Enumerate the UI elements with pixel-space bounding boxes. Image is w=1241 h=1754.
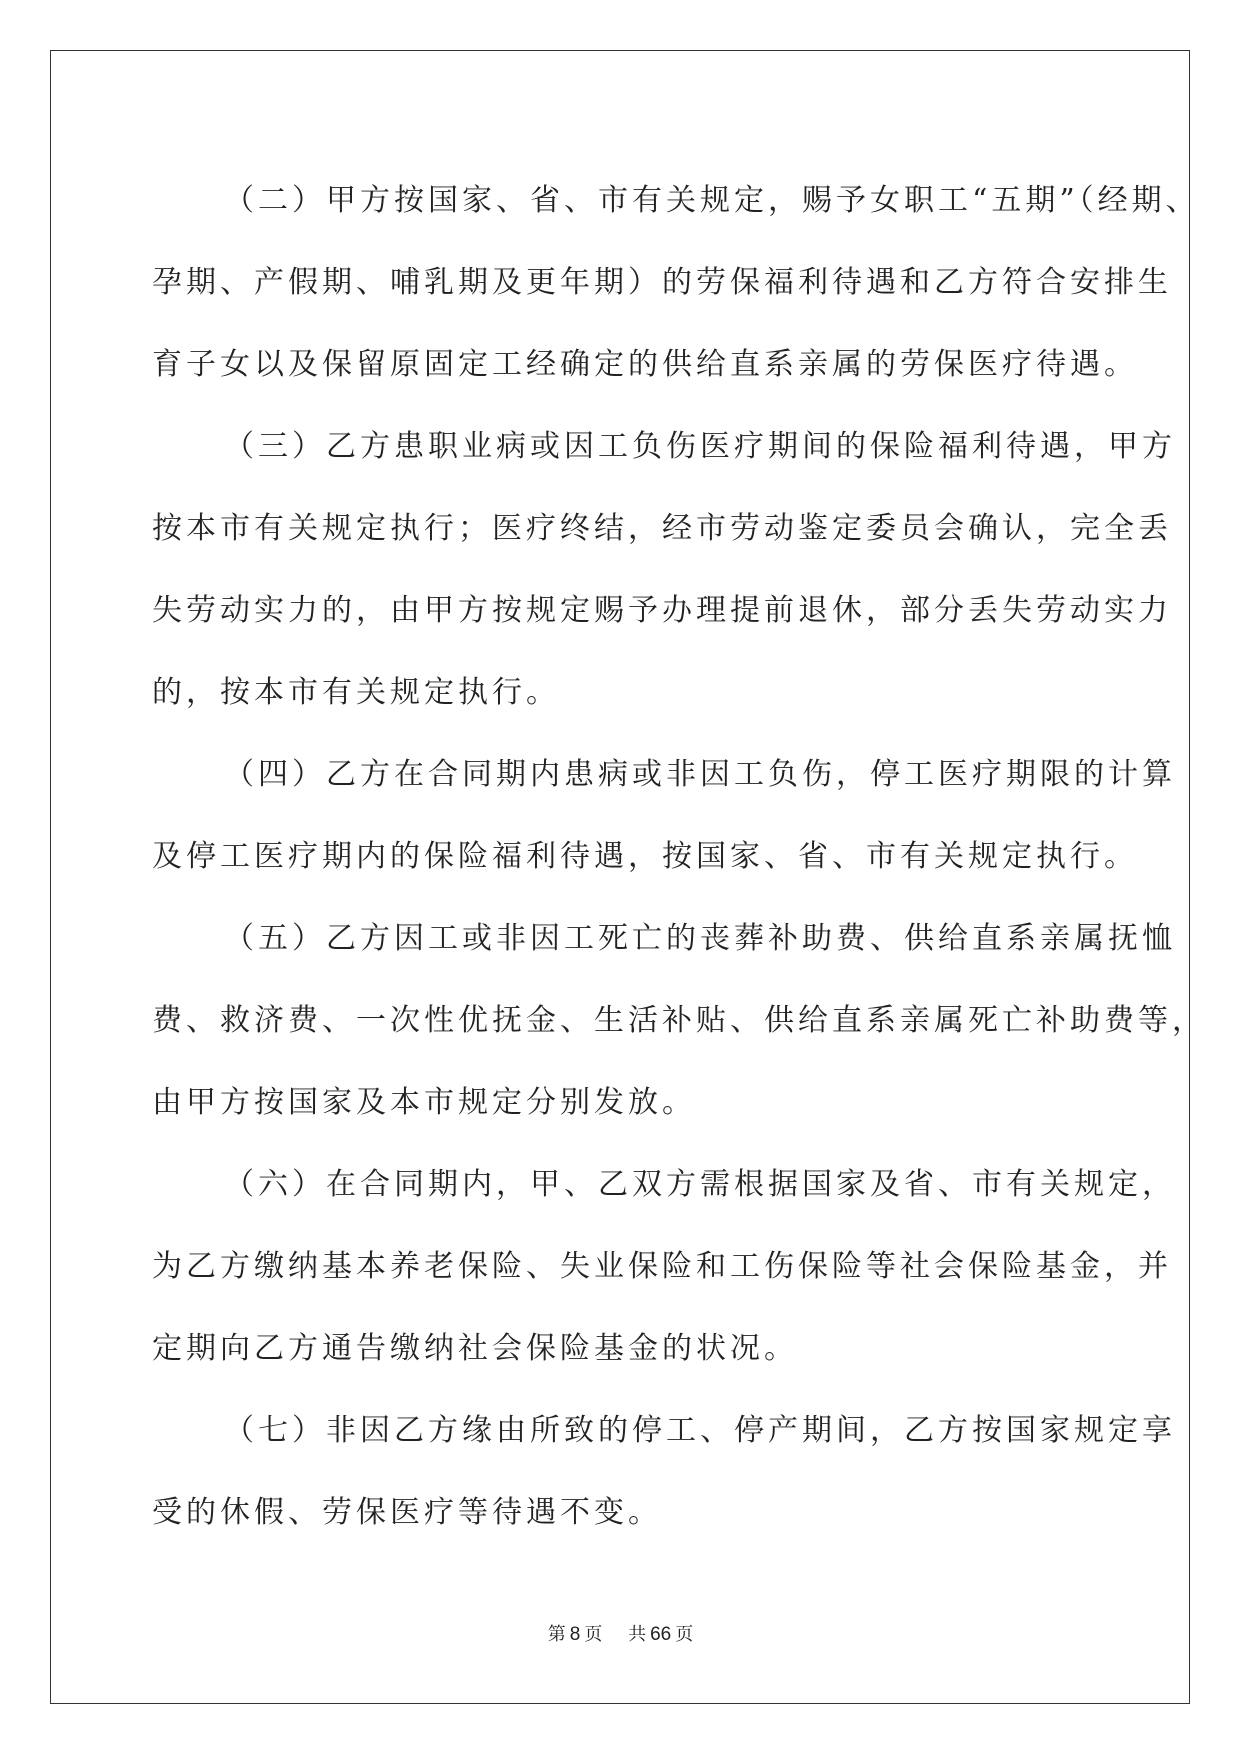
page-number: 8 xyxy=(569,1624,581,1645)
paragraph-4-line-2: 及停工医疗期内的保险福利待遇，按国家、省、市有关规定执行。 xyxy=(152,839,1138,874)
total-pages: 66 xyxy=(650,1624,672,1645)
paragraph-4-line-1: （四）乙方在合同期内患病或非因工负伤，停工医疗期限的计算 xyxy=(224,757,1176,792)
paragraph-2-line-3: 育子女以及保留原固定工经确定的供给直系亲属的劳保医疗待遇。 xyxy=(152,347,1138,382)
paragraph-7-line-2: 受的休假、劳保医疗等待遇不变。 xyxy=(152,1495,662,1530)
document-body xyxy=(152,160,1206,1554)
paragraph-6-line-3: 定期向乙方通告缴纳社会保险基金的状况。 xyxy=(152,1331,798,1366)
paragraph-2-line-1: （二）甲方按国家、省、市有关规定，赐予女职工“五期”（经期、 xyxy=(224,183,1200,218)
paragraph-6-line-2: 为乙方缴纳基本养老保险、失业保险和工伤保险等社会保险基金，并 xyxy=(152,1249,1172,1284)
paragraph-3-line-2: 按本市有关规定执行；医疗终结，经市劳动鉴定委员会确认，完全丢 xyxy=(152,511,1172,546)
paragraph-6-line-1: （六）在合同期内，甲、乙双方需根据国家及省、市有关规定， xyxy=(224,1167,1176,1202)
paragraph-2-line-2: 孕期、产假期、哺乳期及更年期）的劳保福利待遇和乙方符合安排生 xyxy=(152,265,1172,300)
paragraph-5-line-3: 由甲方按国家及本市规定分别发放。 xyxy=(152,1085,696,1120)
page-suffix: 页 xyxy=(584,1624,603,1645)
paragraph-3-line-3: 失劳动实力的，由甲方按规定赐予办理提前退休，部分丢失劳动实力 xyxy=(152,593,1172,628)
total-suffix: 页 xyxy=(675,1624,694,1645)
paragraph-5-line-2: 费、救济费、一次性优抚金、生活补贴、供给直系亲属死亡补助费等， xyxy=(152,1003,1206,1038)
paragraph-7-line-1: （七）非因乙方缘由所致的停工、停产期间，乙方按国家规定享 xyxy=(224,1413,1176,1448)
total-prefix: 共 xyxy=(628,1624,647,1645)
paragraph-5-line-1: （五）乙方因工或非因工死亡的丧葬补助费、供给直系亲属抚恤 xyxy=(224,921,1176,956)
paragraph-3-line-4: 的，按本市有关规定执行。 xyxy=(152,675,560,710)
page-footer xyxy=(0,1620,1241,1646)
paragraph-3-line-1: （三）乙方患职业病或因工负伤医疗期间的保险福利待遇，甲方 xyxy=(224,429,1176,464)
page-prefix: 第 xyxy=(547,1624,566,1645)
